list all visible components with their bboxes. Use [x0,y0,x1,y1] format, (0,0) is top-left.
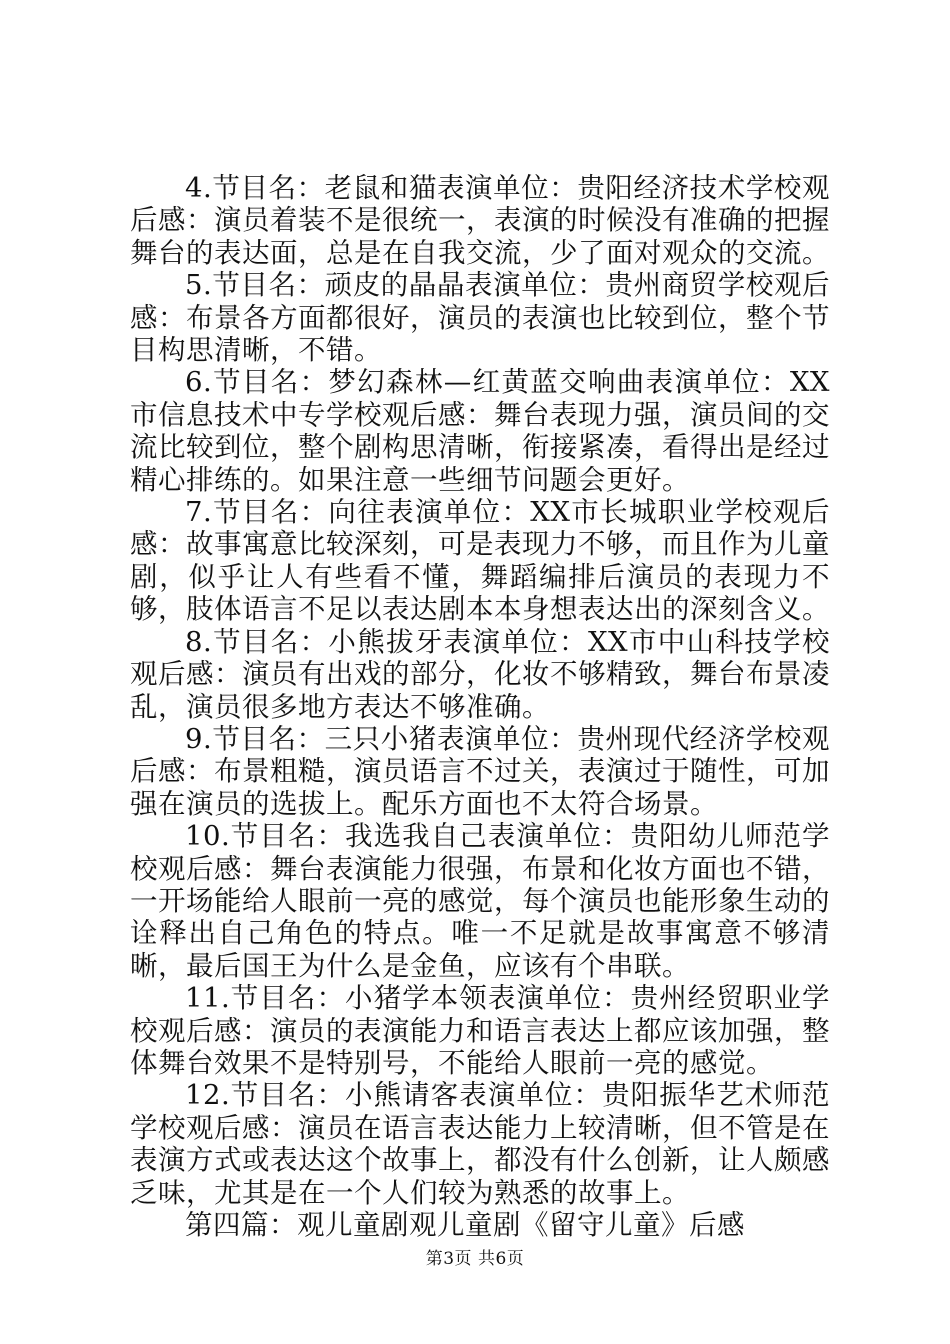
section-heading: 第四篇：观儿童剧观儿童剧《留守儿童》后感 [185,1209,745,1241]
paragraph-item-10: 10.节目名：我选我自己表演单位：贵阳幼儿师范学校观后感：舞台表演能力很强，布景和化妆方面也不错，一开场能给人眼前一亮的感觉，每个演员也能形象生动的诠释出自己角色的特点。唯一不足就是故事寓意不够清晰，最后国王为什么是金鱼，应该有个串联。 [130,820,830,982]
paragraph-item-4: 4.节目名：老鼠和猫表演单位：贵阳经济技术学校观后感：演员着装不是很统一，表演的时候没有准确的把握舞台的表达面，总是在自我交流，少了面对观众的交流。 [130,172,830,269]
page-footer [0,1244,950,1269]
paragraph-item-6: 6.节目名：梦幻森林—红黄蓝交响曲表演单位：XX市信息技术中专学校观后感：舞台表现力强，演员间的交流比较到位，整个剧构思清晰，衔接紧凑，看得出是经过精心排练的。如果注意一些细节问题会更好。 [130,366,830,496]
paragraph-item-8: 8.节目名：小熊拔牙表演单位：XX市中山科技学校观后感：演员有出戏的部分，化妆不够精致，舞台布景凌乱，演员很多地方表达不够准确。 [130,625,830,723]
document-body [130,172,830,1241]
paragraph-item-5: 5.节目名：顽皮的晶晶表演单位：贵州商贸学校观后感：布景各方面都很好，演员的表演也比较到位，整个节目构思清晰，不错。 [130,269,830,367]
paragraph-item-12: 12.节目名：小熊请客表演单位：贵阳振华艺术师范学校观后感：演员在语言表达能力上较清晰，但不管是在表演方式或表达这个故事上，都没有什么创新，让人颇感乏味，尤其是在一个人们较为熟悉的故事上。 [130,1079,830,1209]
paragraph-item-11: 11.节目名：小猪学本领表演单位：贵州经贸职业学校观后感：演员的表演能力和语言表达上都应该加强，整体舞台效果不是特别号，不能给人眼前一亮的感觉。 [130,982,830,1079]
paragraph-item-9: 9.节目名：三只小猪表演单位：贵州现代经济学校观后感：布景粗糙，演员语言不过关，表演过于随性，可加强在演员的选拔上。配乐方面也不太符合场景。 [130,722,830,820]
paragraph-item-7: 7.节目名：向往表演单位：XX市长城职业学校观后感：故事寓意比较深刻，可是表现力不够，而且作为儿童剧，似乎让人有些看不懂，舞蹈编排后演员的表现力不够，肢体语言不足以表达剧本本身想表达出的深刻含义。 [130,496,830,626]
page-number-label: 第3页 共6页 [425,1249,525,1269]
